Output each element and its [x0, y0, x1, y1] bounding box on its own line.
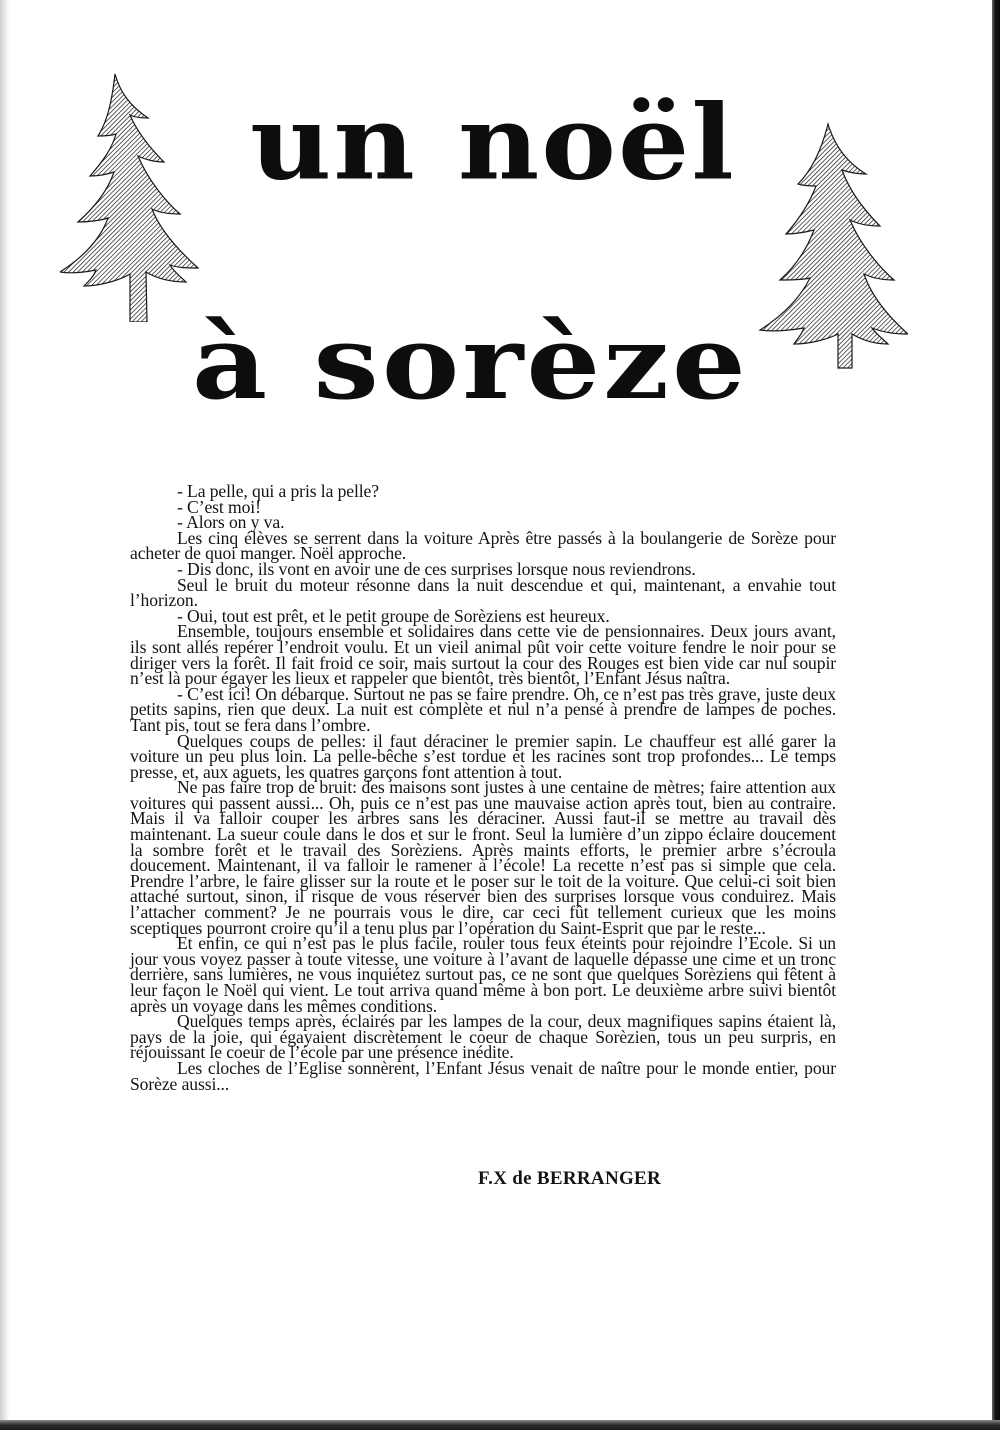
- paragraph: Seul le bruit du moteur résonne dans la nuit descendue et qui, maintenant, a envahie tout l’horizon.: [130, 574, 836, 611]
- paragraph: Les cinq élèves se serrent dans la voiture Après être passés à la boulangerie de Sorèze pour acheter de quoi manger. Noël approche.: [130, 527, 836, 564]
- author-signature: F.X de BERRANGER: [478, 1168, 662, 1189]
- paragraph: Et enfin, ce qui n’est pas le plus facile, rouler tous feux éteints pour rejoindre l’Ecole. Si un jour vous voyez passer à toute vitesse, une voiture à l’avant de laquelle dépasse une cime et un tronc derrière, sans lumières, ne vous inquiétez surtout pas, ce ne sont que quelques Sorèziens qui fêtent à leur façon le Noël qui vient. Le tout arriva quand même à bon port. Le deuxième arbre suivi bientôt après un voyage dans les mêmes conditions.: [130, 933, 836, 1016]
- paragraph: - Oui, tout est prêt, et le petit groupe de Sorèziens est heureux.: [177, 605, 610, 626]
- page-title-line-1: un noël: [250, 82, 736, 204]
- paragraph: Les cloches de l’Eglise sonnèrent, l’Enfant Jésus venait de naître pour le monde entier, pour Sorèze aussi...: [130, 1057, 836, 1094]
- paragraph: Ensemble, toujours ensemble et solidaires dans cette vie de pensionnaires. Deux jours avant, ils sont allés repérer l’endroit voulu. Et un vieil animal pût voir cette voiture fendre le noir pour se diriger vers la forêt. Il fait froid ce soir, mais surtout la cour des Rouges est bien vide car nul soupir n’est là pour égayer les lieux et rappeler que bientôt, très bientôt, l’Enfant Jésus naîtra.: [130, 621, 836, 689]
- paragraph: - La pelle, qui a pris la pelle?: [177, 481, 379, 501]
- paragraph: Quelques coups de pelles: il faut déraciner le premier sapin. Le chauffeur est allé garer la voiture un peu plus loin. La pelle-bêche s’est tordue et les racines sont trop profondes... Le temps presse, et, aux aguets, les quatres garçons font attention à tout.: [130, 730, 836, 782]
- paragraph: Ne pas faire trop de bruit: des maisons sont justes à une centaine de mètres; faire attention aux voitures qui passent aussi... Oh, puis ce n’est pas une mauvaise action après tout, bien au contraire. Mais il va falloir couper les arbres sans les déraciner. Aussi faut-il se mettre au travail dès maintenant. La sueur coule dans le dos et sur le front. Seul la lumière d’un zippo éclaire doucement la sombre forêt et le travail des Sorèziens. Après maints efforts, le premier arbre s’écroula doucement. Maintenant, il va falloir le ramener à l’école! La recette n’est pas si simple que cela. Prendre l’arbre, le faire glisser sur la route et le poser sur le toit de la voiture. Que celui-ci soit bien attaché surtout, sinon, il risque de vous réserver bien des surprises lorsque vous conduirez. Mais l’attacher comment? Je ne pourrais vous le dire, car ceci fût tellement curieux que les moins sceptiques pourront croire qu’il a tenu plus par l’opération du Saint-Esprit que par le reste...: [130, 777, 836, 938]
- paragraph: Quelques temps après, éclairés par les lampes de la cour, deux magnifiques sapins étaient là, pays de la joie, qui égayaient discrètement le coeur de chaque Sorèzien, tous un peu surpris, en réjouissant le coeur de l’école par une présence inédite.: [130, 1011, 836, 1063]
- christmas-tree-icon: [60, 72, 200, 322]
- scan-bottom-edge: [0, 1420, 1000, 1430]
- paragraph: - C’est moi!: [177, 496, 261, 517]
- article-body: [130, 481, 836, 1094]
- paragraph: - Alors on y va.: [177, 512, 285, 533]
- page-title-line-2: à sorèze: [192, 303, 749, 423]
- paragraph: - C’est ici! On débarque. Surtout ne pas se faire prendre. Oh, ce n’est pas très grave, juste deux petits sapins, rien que deux. La nuit est complète et nul n’a pensé à prendre de lampes de poches. Tant pis, tout se fera dans l’ombre.: [130, 683, 836, 735]
- scan-right-edge: [992, 0, 1000, 1430]
- christmas-tree-icon: [758, 122, 908, 370]
- scan-left-edge: [0, 0, 10, 1430]
- paragraph: - Dis donc, ils vont en avoir une de ces surprises lorsque nous reviendrons.: [177, 558, 696, 579]
